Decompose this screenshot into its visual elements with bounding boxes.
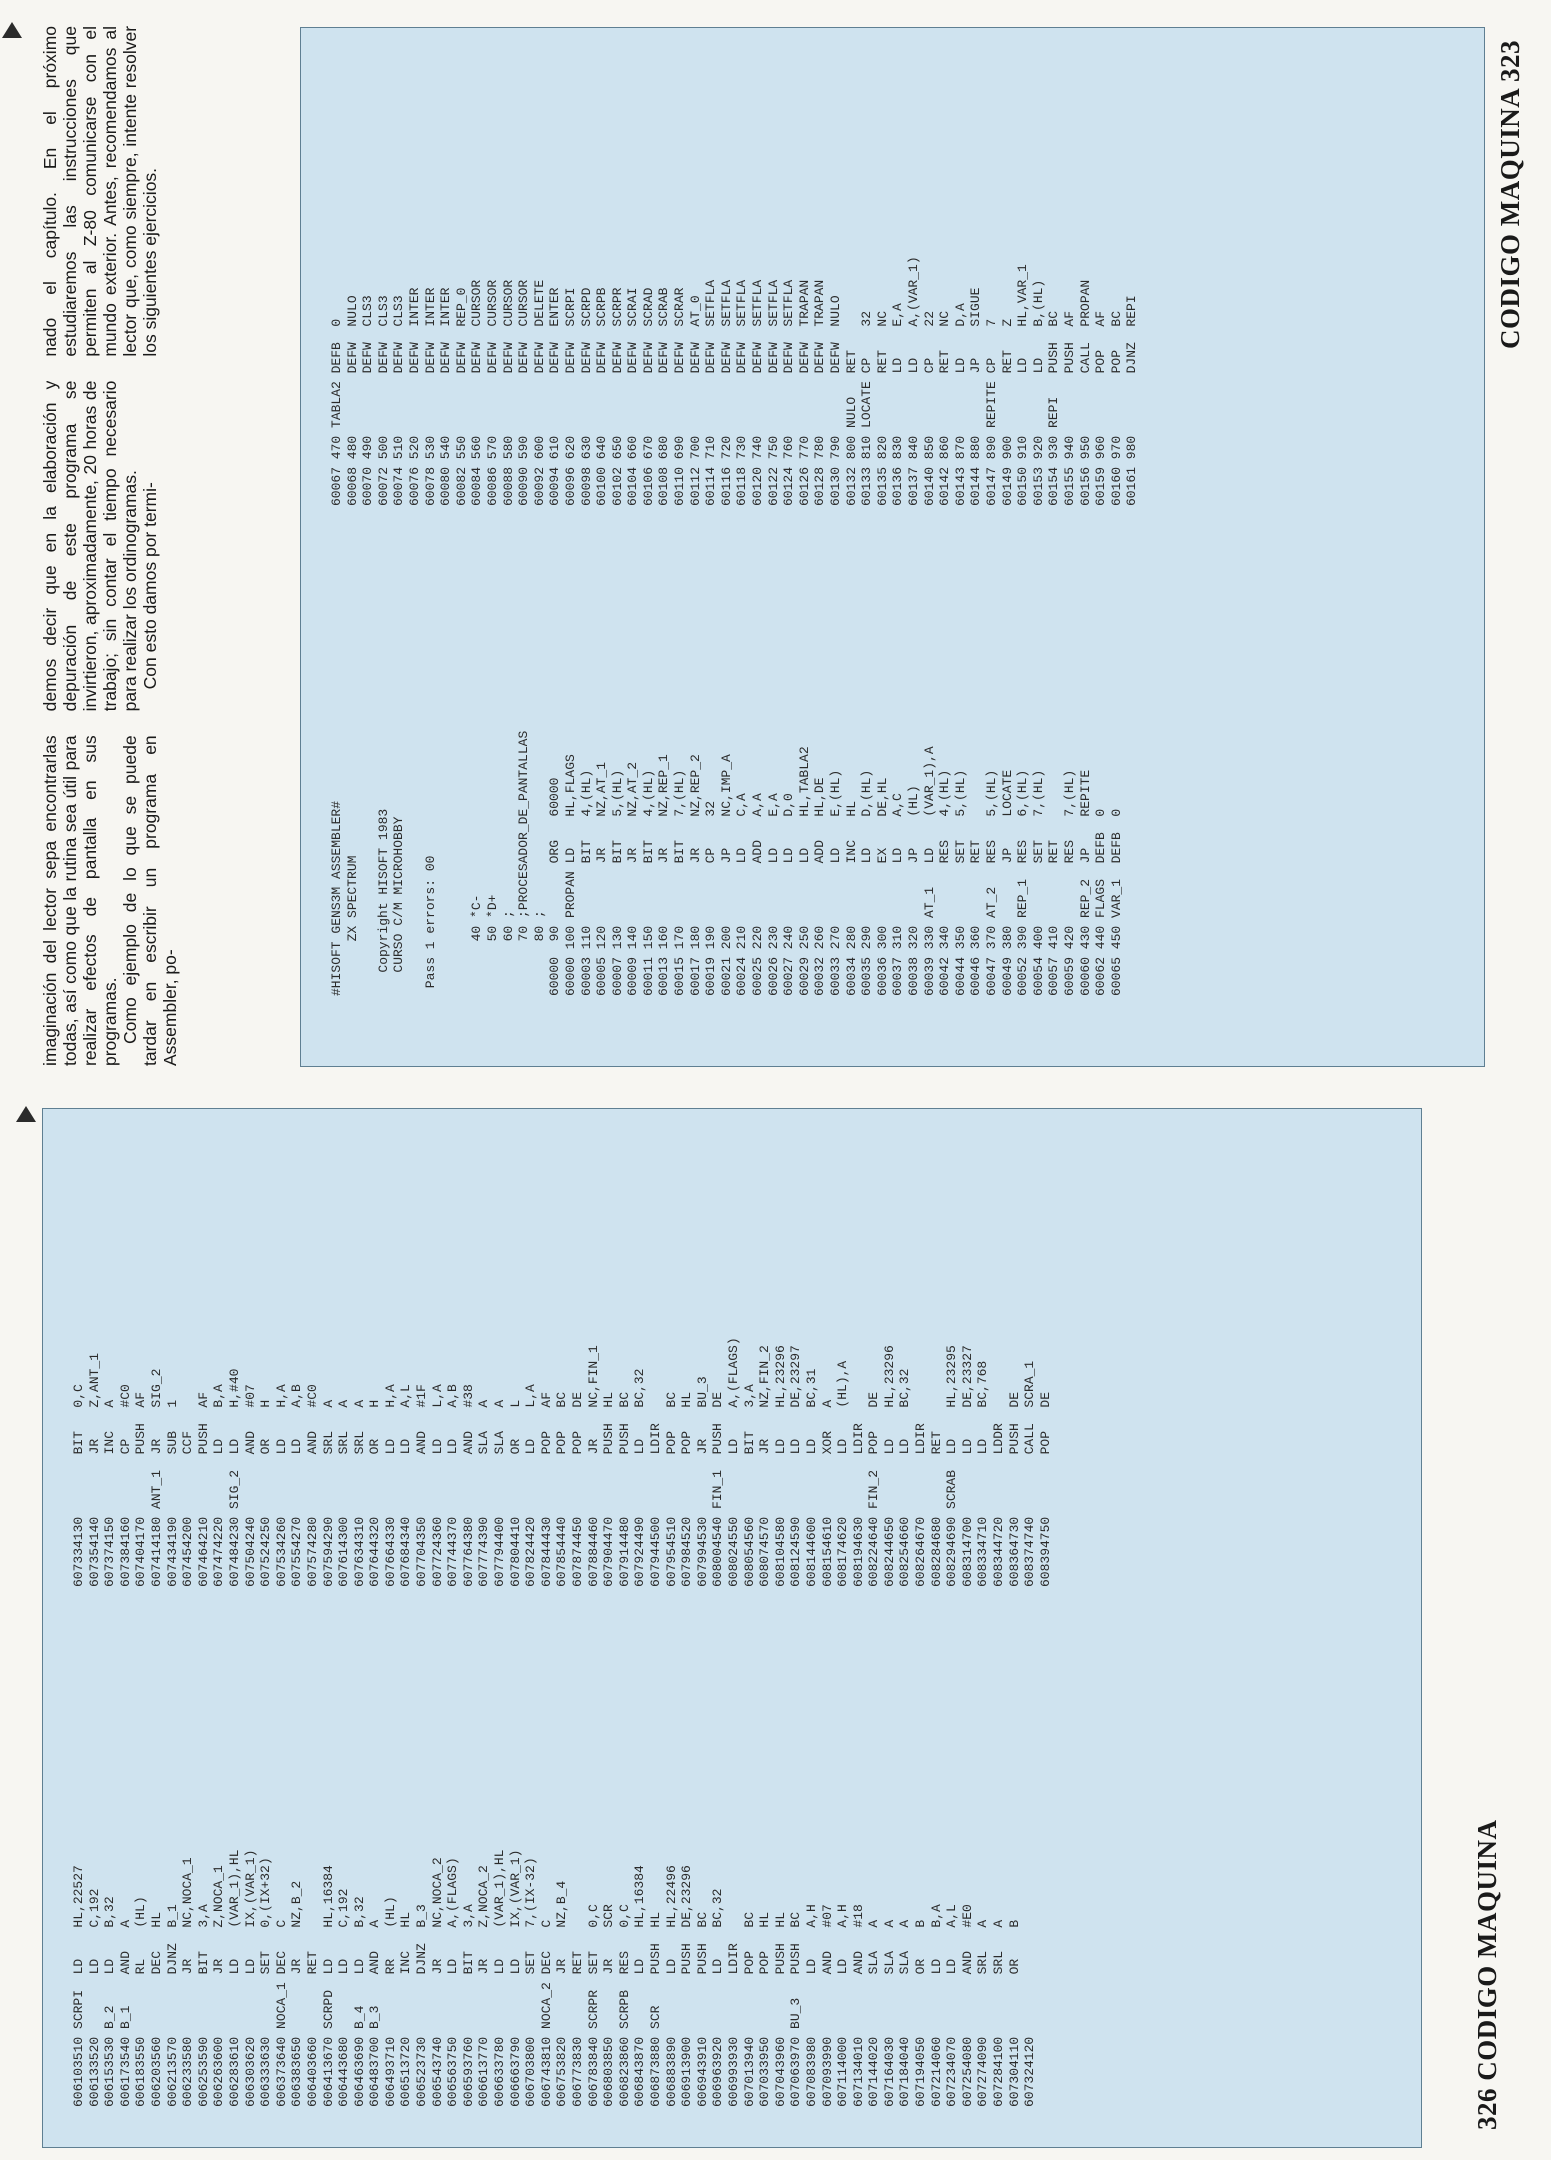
paragraph: nado el capítulo. En el próximo estudiaremos las instrucciones que permiten al Z-80 comunicarse con el mundo exterior. Antes, recomendamos al lector que, como siempre, intente resolver los siguientes ejercicios. bbox=[40, 25, 160, 357]
page-arrow-icon bbox=[16, 1106, 36, 1122]
paragraph: demos decir que en la elaboración y depuración de este programa se invirtieron, aproximadamente, 20 horas de trabajo; sin contar el tiempo necesario para realizar los ordinogramas. bbox=[40, 380, 140, 712]
paragraph: imaginación del lector sepa encontrarlas todas, así como que la rutina sea útil para realizar efectos de pantalla en sus programas. bbox=[40, 735, 120, 1066]
text-column-3 bbox=[40, 26, 286, 357]
assembler-listing bbox=[300, 27, 1485, 1067]
assembler-listing bbox=[42, 1108, 1422, 2148]
text-column-1 bbox=[40, 735, 286, 1066]
listing-column-left: #HISOFT GENS3M ASSEMBLER# ZX SPECTRUM Copyright HISOFT 1983 CURSO C/M MICROHOBBY Pass 1 errors: 00 40 *C- 50 *D+ 60 ; 70 ;PROCESADOR_DE_PANTALLAS 80 ; 60000 90 ORG 60000 60000 100 PROPAN LD HL,FLAGS 60003 110 BIT 4,(HL) 60005 120 JR NZ,AT_1 60007 130 BIT 5,(HL) 60009 140 JR NZ,AT_2 60011 150 BIT 4,(HL) 60013 160 JR NZ,REP_1 60015 170 BIT 7,(HL) 60017 180 JR NZ,REP_2 60019 190 CP 32 60021 200 JP NC,IMP_A 60024 210 LD C,A 60025 220 ADD A,A 60026 230 LD E,A 60027 240 LD D,0 60029 250 LD HL,TABLA2 60032 260 ADD HL,DE 60033 270 LD E,(HL) 60034 280 INC HL 60035 290 LD D,(HL) 60036 300 EX DE,HL 60037 310 LD A,C 60038 320 JP (HL) 60039 330 AT_1 LD (VAR_1),A 60042 340 RES 4,(HL) 60044 350 SET 5,(HL) 60046 360 RET 60047 370 AT_2 RES 5,(HL) 60049 380 JP LOCATE 60052 390 REP_1 RES 6,(HL) 60054 400 SET 7,(HL) 60057 410 RET 60059 420 RES 7,(HL) 60060 430 REP_2 JP REPITE 60062 440 FLAGS DEFB 0 60065 450 VAR_1 DEFB 0 bbox=[329, 730, 1124, 996]
page-footer: CODIGO MAQUINA 323 bbox=[1495, 40, 1525, 350]
listing-column-right: 607334130 BIT 0,C 607354140 JR Z,ANT_1 607374150 INC A 607384160 CP #C0 607404170 PUSH AF 607414180 ANT_1 JR SIG_2 607434190 SUB 1 607454200 CCF 607464210 PUSH AF 607474220 LD B,A 607484230 SIG_2 LD H,#40 607504240 AND #07 607524250 OR H 607534260 LD H,A 607554270 LD A,B 607574280 AND #C0 607594290 SRL A 607614300 SRL A 607634310 SRL A 607644320 OR H 607664330 LD H,A 607684340 LD A,L 607704350 AND #1F 607724360 LD L,A 607744370 LD A,B 607764380 AND #38 607774390 SLA A 607794400 SLA A 607804410 OR L 607824420 LD L,A 607844430 POP AF 607854440 POP BC 607874450 POP DE 607884460 JR NC,FIN_1 607904470 PUSH HL 607914480 PUSH BC 607924490 LD BC,32 607944500 LDIR 607954510 POP BC 607984520 POP HL 607994530 JR BU_3 608004540 FIN_1 PUSH DE 608024550 LD A,(FLAGS) 608054560 BIT 3,A 608074570 JR NZ,FIN_2 608104580 LD HL,23296 608124590 LD DE,23297 608144600 LD BC,31 608154610 XOR A 608174620 LD (HL),A 608194630 LDIR 608224640 FIN_2 POP DE 608244650 LD HL,23296 608254660 LD BC,32 608264670 LDIR 608284680 RET 608294690 SCRAB LD HL,23295 608314700 LD DE,23327 608334710 LD BC,768 608344720 LDDR 608364730 PUSH DE 608374740 CALL SCRA_1 608394750 POP DE bbox=[71, 1337, 1053, 1587]
listing-column-right: 60067 470 TABLA2 DEFB 0 60068 480 DEFW NULO 60070 490 DEFW CLS3 60072 500 DEFW CLS3 60074 510 DEFW CLS3 60076 520 DEFW INTER 60078 530 DEFW INTER 60080 540 DEFW INTER 60082 550 DEFW REP_0 60084 560 DEFW CURSOR 60086 570 DEFW CURSOR 60088 580 DEFW CURSOR 60090 590 DEFW CURSOR 60092 600 DEFW DELETE 60094 610 DEFW ENTER 60096 620 DEFW SCRPI 60098 630 DEFW SCRPD 60100 640 DEFW SCRPB 60102 650 DEFW SCRPR 60104 660 DEFW SCRAI 60106 670 DEFW SCRAD 60108 680 DEFW SCRAB 60110 690 DEFW SCRAR 60112 700 DEFW AT_0 60114 710 DEFW SETFLA 60116 720 DEFW SETFLA 60118 730 DEFW SETFLA 60120 740 DEFW SETFLA 60122 750 DEFW SETFLA 60124 760 DEFW SETFLA 60126 770 DEFW TRAPAN 60128 780 DEFW TRAPAN 60130 790 DEFW NULO 60132 800 NULO RET 60133 810 LOCATE CP 32 60135 820 RET NC 60136 830 LD E,A 60137 840 LD A,(VAR_1) 60140 850 CP 22 60142 860 RET NC 60143 870 LD D,A 60144 880 JP SIGUE 60147 890 REPITE CP 7 60149 900 RET Z 60150 910 LD HL,VAR_1 60153 920 LD B,(HL) 60154 930 REPI PUSH BC 60155 940 PUSH AF 60156 950 CALL PROPAN 60159 960 POP AF 60160 970 POP BC 60161 980 DJNZ REPI bbox=[329, 256, 1140, 506]
body-text bbox=[40, 26, 286, 1066]
paragraph: Como ejemplo de lo que se puede tardar en escribir un programa en Assembler, po- bbox=[120, 735, 180, 1066]
page-326 bbox=[0, 1082, 1551, 2160]
listing-column-left: 606103510 SCRPI LD HL,22527 606133520 LD C,192 606153530 B_2 LD B,32 606173540 B_1 AND A 606183550 RL (HL) 606203560 DEC HL 606213570 DJNZ B_1 606233580 JR NC,NOCA_1 606253590 BIT 3,A 606263600 JR Z,NOCA_1 606283610 LD (VAR_1),HL 606303620 LD IX,(VAR_1) 606333630 SET 0,(IX+32) 606373640 NOCA_1 DEC C 606383650 JR NZ,B_2 606403660 RET 606413670 SCRPD LD HL,16384 606443680 LD C,192 606463690 B_4 LD B,32 606483700 B_3 AND A 606493710 RR (HL) 606513720 INC HL 606523730 DJNZ B_3 606543740 JR NC,NOCA_2 606563750 LD A,(FLAGS) 606593760 BIT 3,A 606613770 JR Z,NOCA_2 606633780 LD (VAR_1),HL 606663790 LD IX,(VAR_1) 606703800 SET 7,(IX-32) 606743810 NOCA_2 DEC C 606753820 JR NZ,B_4 606773830 RET 606783840 SCRPR SET 0,C 606803850 JR SCR 606823860 SCRPB RES 0,C 606843870 LD HL,16384 606873880 SCR PUSH HL 606883890 LD HL,22496 606913900 PUSH DE,23296 606943910 PUSH BC 606963920 LD BC,32 606993930 LDIR 607013940 POP BC 607033950 POP HL 607043960 PUSH HL 607063970 BU_3 PUSH BC 607083980 LD A,H 607093990 AND #07 607114000 LD A,H 607134010 AND #18 607144020 SLA A 607164030 SLA A 607184040 SLA A 607194050 OR B 607214060 LD B,A 607234070 LD A,L 607254080 AND #E0 607274090 SRL A 607284100 SRL A 607304110 OR B 607324120 bbox=[71, 1849, 1038, 2107]
page-footer: 326 CODIGO MAQUINA bbox=[1472, 1819, 1502, 2130]
page-arrow-icon bbox=[2, 22, 22, 38]
text-column-2 bbox=[40, 381, 286, 712]
paragraph: Con esto damos por termi- bbox=[140, 482, 160, 690]
